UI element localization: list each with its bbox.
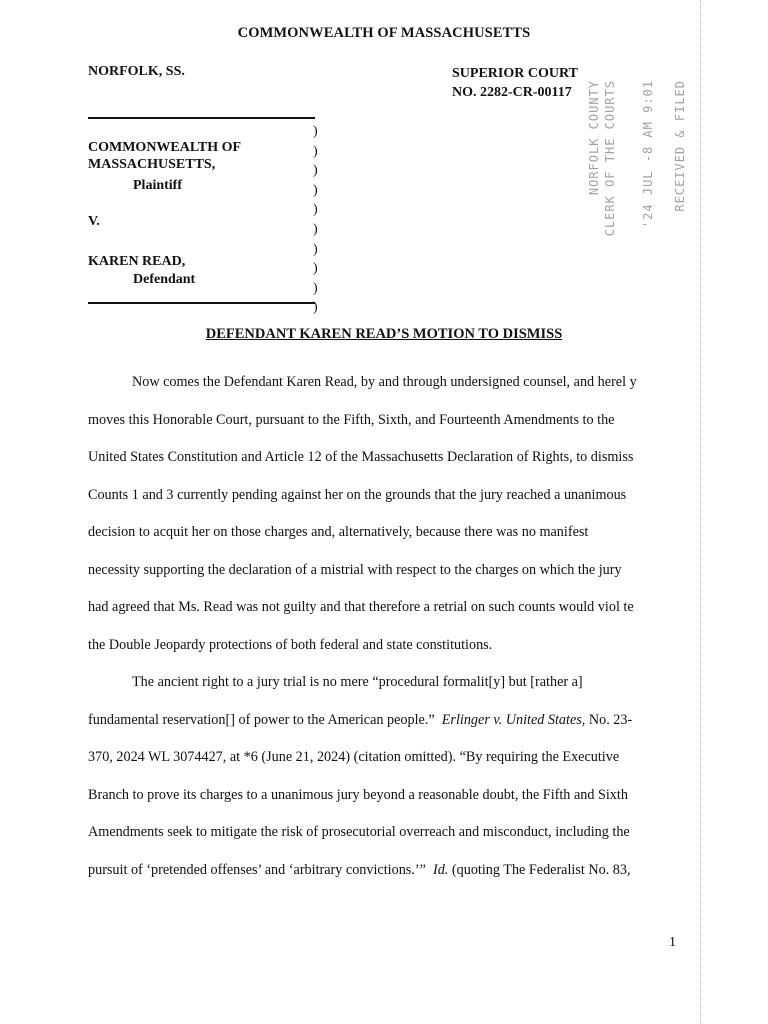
body-line <box>88 702 668 740</box>
paren: ) <box>313 300 318 316</box>
body-line: Amendments seek to mitigate the risk of prosecutorial overreach and misconduct, including the <box>88 824 630 840</box>
body-line: moves this Honorable Court, pursuant to the Fifth, Sixth, and Fourteenth Amendments to the <box>88 411 615 428</box>
body-line: the Double Jeopardy protections of both federal and state constitutions. <box>88 636 493 653</box>
plaintiff-name-line2: MASSACHUSETTS, <box>88 157 216 172</box>
case-citation: Erlinger v. United States <box>441 711 582 728</box>
body-line: decision to acquit her on those charges and, alternatively, because there was no manifest <box>88 524 589 540</box>
body-line: necessity supporting the declaration of a mistrial with respect to the charges on which the jury <box>88 561 622 578</box>
plaintiff-role: Plaintiff <box>133 178 182 193</box>
docket-number: NO. 2282-CR-00117 <box>452 85 572 100</box>
body-line: Now comes the Defendant Karen Read, by and through undersigned counsel, and herel y <box>132 374 637 390</box>
plaintiff-name <box>88 139 241 173</box>
body-line: The ancient right to a jury trial is no mere “procedural formalit[y] but [rather a] <box>132 674 583 690</box>
scan-margin-artifact <box>680 0 701 1024</box>
defendant-name: KAREN READ, <box>88 254 186 269</box>
text-run: (quoting The Federalist No. 83, <box>448 861 631 878</box>
paren: ) <box>313 143 318 159</box>
body-line <box>88 852 668 890</box>
paren: ) <box>313 280 318 296</box>
defendant-role: Defendant <box>133 272 196 287</box>
motion-body <box>88 364 668 889</box>
text-run: pursuit of ‘pretended offenses’ and ‘arbitrary convictions.’” <box>88 861 426 878</box>
caption-bottom-rule <box>88 302 315 304</box>
body-line: Counts 1 and 3 currently pending against her on the grounds that the jury reached a unanimous <box>88 486 627 503</box>
stamp-line-county: NORFOLK COUNTY <box>587 80 601 196</box>
paren: ) <box>313 241 318 257</box>
venue-label: NORFOLK, SS. <box>88 64 185 79</box>
paren: ) <box>313 182 318 198</box>
stamp-line-received: RECEIVED & FILED <box>673 80 687 212</box>
text-run: , No. 23- <box>581 711 633 728</box>
plaintiff-name-line1: COMMONWEALTH OF <box>88 140 242 155</box>
paren: ) <box>313 163 318 179</box>
versus-label: V. <box>88 214 100 229</box>
text-run: fundamental reservation[] of power to the American people.” <box>88 711 435 728</box>
id-citation: Id. <box>432 861 449 878</box>
motion-heading: DEFENDANT KAREN READ’S MOTION TO DISMISS <box>205 326 563 342</box>
paren: ) <box>313 124 318 139</box>
stamp-line-date: '24 JUL -8 AM 9:01 <box>641 80 655 229</box>
paragraph-2 <box>88 664 668 889</box>
paren: ) <box>313 261 318 277</box>
court-block <box>452 64 578 102</box>
page-number: 1 <box>669 935 676 950</box>
body-line: had agreed that Ms. Read was not guilty and that therefore a retrial on such counts would viol te <box>88 599 634 615</box>
paren: ) <box>313 221 318 237</box>
caption-top-rule <box>88 117 315 119</box>
stamp-line-clerk: CLERK OF THE COURTS <box>603 80 617 237</box>
paren: ) <box>313 202 318 218</box>
body-line: Branch to prove its charges to a unanimous jury beyond a reasonable doubt, the Fifth and Sixth <box>88 786 628 803</box>
body-line: United States Constitution and Article 12 of the Massachusetts Declaration of Rights, to dismiss <box>88 449 634 465</box>
document-title: COMMONWEALTH OF MASSACHUSETTS <box>237 25 531 41</box>
caption-parentheses <box>313 122 318 318</box>
filing-stamp <box>585 80 695 265</box>
court-name: SUPERIOR COURT <box>452 66 578 81</box>
paragraph-1 <box>88 364 668 664</box>
body-line: 370, 2024 WL 3074427, at *6 (June 21, 2024) (citation omitted). “By requiring the Executive <box>88 749 620 765</box>
